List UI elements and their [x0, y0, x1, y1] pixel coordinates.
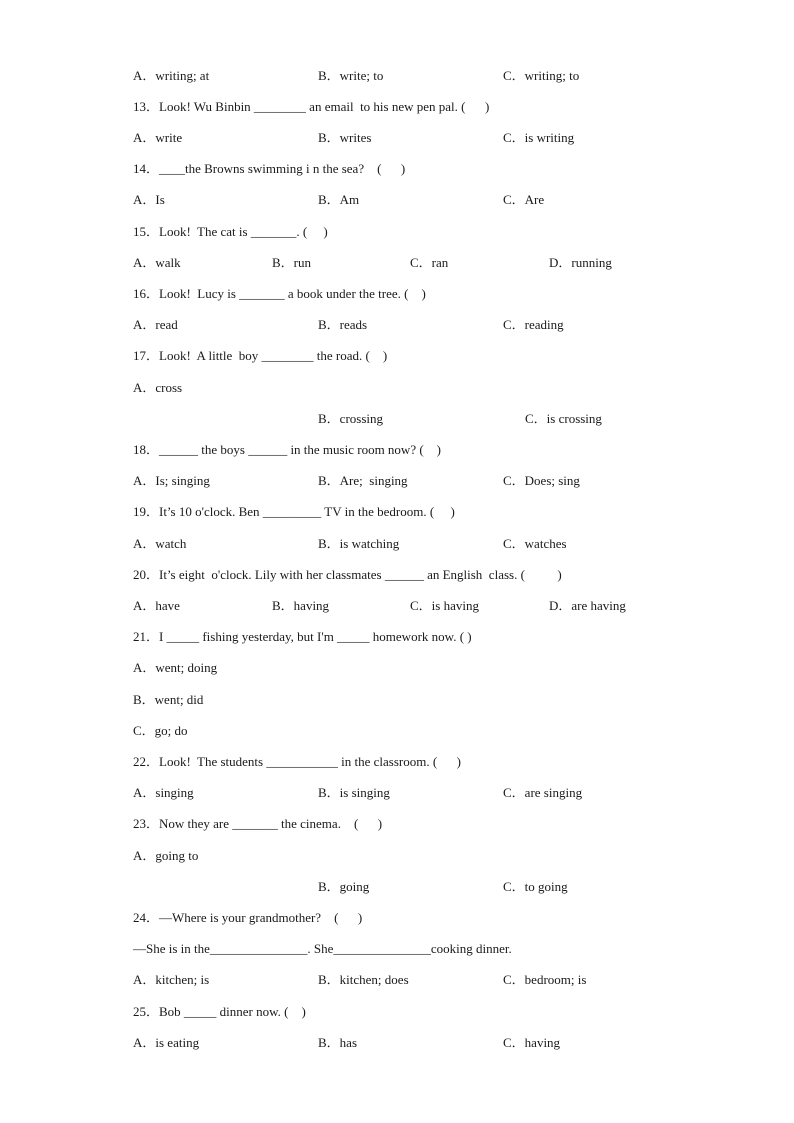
question-text: 18．______ the boys ______ in the music room now? ( ): [133, 442, 441, 457]
answer-option: C．is writing: [503, 130, 575, 145]
answer-option: C．ran: [410, 255, 449, 270]
answer-option: B．Am: [318, 192, 360, 207]
question-text: 19．It’s 10 o'clock. Ben _________ TV in the bedroom. ( ): [133, 504, 455, 519]
answer-option: C．Does; sing: [503, 473, 580, 488]
question-text: 14．____the Browns swimming i n the sea? ( ): [133, 161, 406, 176]
answer-option: C．watches: [503, 536, 567, 551]
answer-option: D．are having: [549, 598, 626, 613]
answer-option: A．Is: [133, 192, 165, 207]
answer-option: D．running: [549, 255, 612, 270]
answer-option: B．run: [272, 255, 312, 270]
answer-option: B．write; to: [318, 68, 384, 83]
answer-option: B．is singing: [318, 785, 390, 800]
answer-option: C．having: [503, 1035, 561, 1050]
answer-option: A．writing; at: [133, 68, 210, 83]
answer-option: B．crossing: [318, 411, 384, 426]
answer-option: B．writes: [318, 130, 372, 145]
answer-option: B．going: [318, 879, 370, 894]
answer-option: A．Is; singing: [133, 473, 210, 488]
answer-option: B．went; did: [133, 692, 204, 707]
answer-option: B．reads: [318, 317, 368, 332]
answer-option: B．has: [318, 1035, 358, 1050]
answer-option: A．is eating: [133, 1035, 200, 1050]
answer-option: C．writing; to: [503, 68, 580, 83]
question-text: 20．It’s eight o'clock. Lily with her classmates ______ an English class. ( ): [133, 567, 562, 582]
answer-option: C．Are: [503, 192, 545, 207]
answer-option: C．bedroom; is: [503, 972, 587, 987]
answer-option: A．kitchen; is: [133, 972, 210, 987]
answer-option: B．kitchen; does: [318, 972, 409, 987]
answer-option: A．walk: [133, 255, 181, 270]
answer-option: C．is crossing: [525, 411, 602, 426]
question-text: 22．Look! The students ___________ in the classroom. ( ): [133, 754, 461, 769]
answer-option: C．to going: [503, 879, 568, 894]
answer-option: A．write: [133, 130, 183, 145]
answer-option: B．Are; singing: [318, 473, 408, 488]
answer-option: C．reading: [503, 317, 564, 332]
answer-option: A．went; doing: [133, 660, 218, 675]
question-text: 23．Now they are _______ the cinema. ( ): [133, 816, 383, 831]
answer-option: C．are singing: [503, 785, 583, 800]
question-text: 15．Look! The cat is _______. ( ): [133, 224, 328, 239]
question-text: —She is in the_______________. She_______________cooking dinner.: [133, 941, 512, 956]
answer-option: A．singing: [133, 785, 194, 800]
question-text: 25．Bob _____ dinner now. ( ): [133, 1004, 306, 1019]
question-text: 13．Look! Wu Binbin ________ an email to his new pen pal. ( ): [133, 99, 490, 114]
answer-option: A．going to: [133, 848, 199, 863]
answer-option: A．watch: [133, 536, 187, 551]
answer-option: C．is having: [410, 598, 479, 613]
answer-option: B．having: [272, 598, 330, 613]
answer-option: C．go; do: [133, 723, 188, 738]
answer-option: A．cross: [133, 380, 183, 395]
answer-option: A．read: [133, 317, 178, 332]
answer-option: A．have: [133, 598, 180, 613]
question-text: 21．I _____ fishing yesterday, but I'm _____ homework now. ( ): [133, 629, 472, 644]
question-text: 16．Look! Lucy is _______ a book under the tree. ( ): [133, 286, 426, 301]
question-text: 24．—Where is your grandmother? ( ): [133, 910, 363, 925]
answer-option: B．is watching: [318, 536, 400, 551]
question-text: 17．Look! A little boy ________ the road. ( ): [133, 348, 388, 363]
